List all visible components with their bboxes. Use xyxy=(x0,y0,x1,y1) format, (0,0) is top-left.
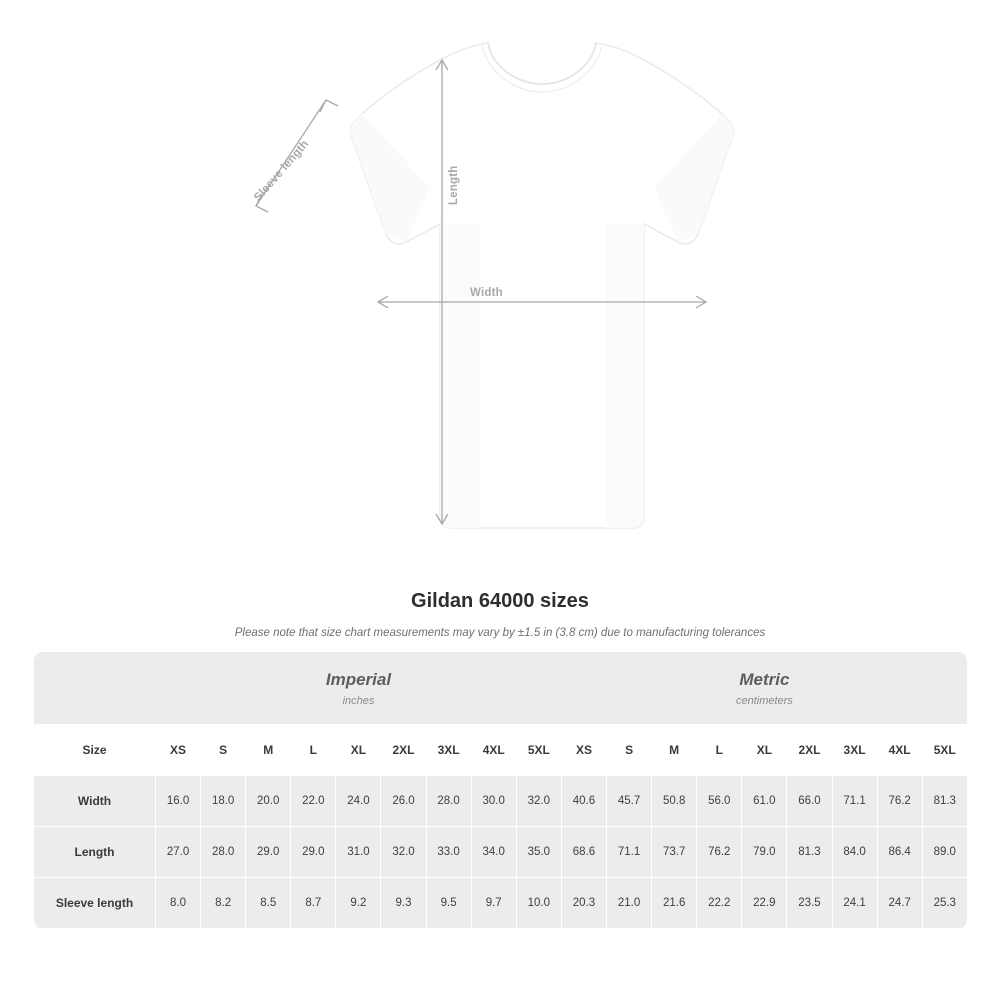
size-header-cell: M xyxy=(652,725,697,776)
measurement-cell: 66.0 xyxy=(787,776,832,827)
measurement-cell: 28.0 xyxy=(201,827,246,878)
size-header-cell: XS xyxy=(156,725,201,776)
measurement-cell: 84.0 xyxy=(832,827,877,878)
measurement-cell: 21.0 xyxy=(607,878,652,929)
measurement-cell: 34.0 xyxy=(471,827,516,878)
size-header-cell: S xyxy=(201,725,246,776)
measurement-cell: 25.3 xyxy=(922,878,967,929)
unit-group-unit: centimeters xyxy=(735,694,793,707)
measurement-cell: 9.3 xyxy=(381,878,426,929)
measurement-cell: 10.0 xyxy=(516,878,561,929)
unit-group-name: Metric xyxy=(739,669,790,689)
measurement-cell: 20.3 xyxy=(561,878,606,929)
measurement-cell: 81.3 xyxy=(922,776,967,827)
measurement-cell: 9.2 xyxy=(336,878,381,929)
measurement-cell: 79.0 xyxy=(742,827,787,878)
page-subtitle: Please note that size chart measurements may vary by ±1.5 in (3.8 cm) due to manufacturing tolerances xyxy=(234,627,766,639)
size-column-header: Size xyxy=(34,725,156,776)
size-header-cell: XL xyxy=(742,725,787,776)
table-row xyxy=(34,776,968,827)
size-header-cell: 5XL xyxy=(516,725,561,776)
measurement-cell: 71.1 xyxy=(832,776,877,827)
measurement-cell: 24.0 xyxy=(336,776,381,827)
measurement-cell: 23.5 xyxy=(787,878,832,929)
size-header-cell: 5XL xyxy=(922,725,967,776)
measurement-cell: 22.9 xyxy=(742,878,787,929)
measurement-cell: 8.5 xyxy=(246,878,291,929)
measurement-cell: 73.7 xyxy=(652,827,697,878)
measurement-cell: 9.5 xyxy=(426,878,471,929)
table-row xyxy=(34,878,968,929)
measurement-cell: 40.6 xyxy=(561,776,606,827)
page-title: Gildan 64000 sizes xyxy=(411,590,589,612)
measurement-cell: 31.0 xyxy=(336,827,381,878)
measurement-row-header: Width xyxy=(34,776,156,827)
measurement-cell: 61.0 xyxy=(742,776,787,827)
length-dimension-label: Length xyxy=(448,165,460,205)
size-chart-table-wrapper xyxy=(33,652,967,929)
measurement-cell: 81.3 xyxy=(787,827,832,878)
table-row xyxy=(34,827,968,878)
tshirt-left-shade xyxy=(440,224,480,528)
measurement-cell: 20.0 xyxy=(246,776,291,827)
size-header-cell: L xyxy=(291,725,336,776)
measurement-cell: 8.7 xyxy=(291,878,336,929)
measurement-cell: 29.0 xyxy=(291,827,336,878)
measurement-cell: 26.0 xyxy=(381,776,426,827)
measurement-cell: 33.0 xyxy=(426,827,471,878)
size-header-cell: L xyxy=(697,725,742,776)
width-dimension-label: Width xyxy=(470,287,503,299)
measurement-cell: 24.7 xyxy=(877,878,922,929)
measurement-cell: 35.0 xyxy=(516,827,561,878)
measurement-cell: 50.8 xyxy=(652,776,697,827)
measurement-cell: 28.0 xyxy=(426,776,471,827)
measurement-cell: 68.6 xyxy=(561,827,606,878)
measurement-cell: 8.0 xyxy=(156,878,201,929)
measurement-cell: 30.0 xyxy=(471,776,516,827)
measurement-cell: 24.1 xyxy=(832,878,877,929)
unit-group-imperial xyxy=(156,652,562,725)
measurement-cell: 32.0 xyxy=(516,776,561,827)
measurement-cell: 29.0 xyxy=(246,827,291,878)
measurement-cell: 21.6 xyxy=(652,878,697,929)
measurement-cell: 45.7 xyxy=(607,776,652,827)
measurement-cell: 86.4 xyxy=(877,827,922,878)
tshirt-right-shade xyxy=(606,224,644,528)
size-header-cell: XS xyxy=(561,725,606,776)
measurement-cell: 56.0 xyxy=(697,776,742,827)
measurement-cell: 27.0 xyxy=(156,827,201,878)
measurement-cell: 76.2 xyxy=(697,827,742,878)
measurement-cell: 89.0 xyxy=(922,827,967,878)
measurement-cell: 16.0 xyxy=(156,776,201,827)
tshirt-body-shape xyxy=(350,43,733,528)
size-header-cell: 2XL xyxy=(787,725,832,776)
size-header-cell: 4XL xyxy=(877,725,922,776)
size-header-cell: M xyxy=(246,725,291,776)
unit-group-metric xyxy=(561,652,967,725)
measurement-cell: 18.0 xyxy=(201,776,246,827)
measurement-cell: 22.2 xyxy=(697,878,742,929)
unit-group-row xyxy=(34,652,968,725)
unit-row-corner xyxy=(34,652,156,725)
measurement-cell: 71.1 xyxy=(607,827,652,878)
measurement-cell: 32.0 xyxy=(381,827,426,878)
measurement-cell: 8.2 xyxy=(201,878,246,929)
measurement-cell: 22.0 xyxy=(291,776,336,827)
size-header-cell: 2XL xyxy=(381,725,426,776)
size-chart-table xyxy=(33,652,968,929)
size-header-cell: S xyxy=(607,725,652,776)
size-header-cell: 3XL xyxy=(832,725,877,776)
measurement-row-header: Sleeve length xyxy=(34,878,156,929)
size-header-cell: 3XL xyxy=(426,725,471,776)
sleeve-length-dimension-label: Sleeve length xyxy=(252,138,312,204)
unit-group-unit: inches xyxy=(342,694,375,707)
size-header-cell: XL xyxy=(336,725,381,776)
size-header-cell: 4XL xyxy=(471,725,516,776)
size-header-row xyxy=(34,725,968,776)
measurement-cell: 9.7 xyxy=(471,878,516,929)
measurement-cell: 76.2 xyxy=(877,776,922,827)
unit-group-name: Imperial xyxy=(325,669,392,689)
measurement-row-header: Length xyxy=(34,827,156,878)
